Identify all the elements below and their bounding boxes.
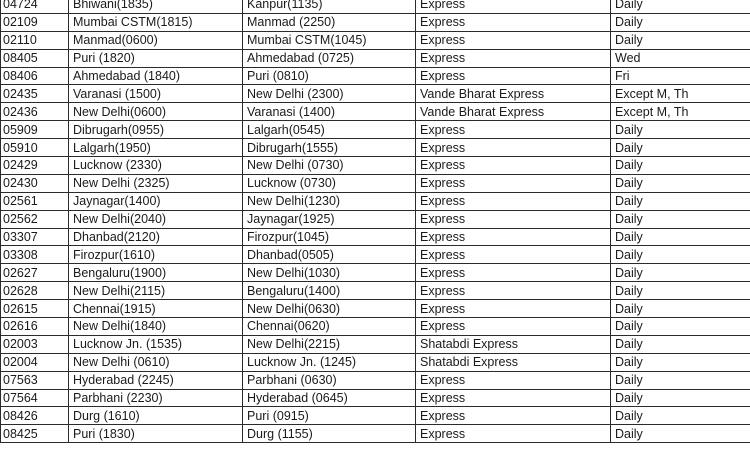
train-type-cell: Express (416, 121, 611, 139)
train-number-cell: 02430 (1, 174, 69, 192)
train-number-cell: 05910 (1, 139, 69, 157)
train-number-cell: 02109 (1, 13, 69, 31)
destination-cell: Lucknow Jn. (1245) (243, 353, 416, 371)
table-row (1, 13, 750, 31)
train-type-cell: Express (416, 67, 611, 85)
frequency-cell: Daily (611, 246, 750, 264)
frequency-cell: Except M, Th (611, 103, 750, 121)
train-number-cell: 03307 (1, 228, 69, 246)
train-type-cell: Express (416, 210, 611, 228)
train-type-cell: Express (416, 318, 611, 336)
destination-cell: Bengaluru(1400) (243, 282, 416, 300)
destination-cell: Parbhani (0630) (243, 371, 416, 389)
train-number-cell: 08405 (1, 49, 69, 67)
train-number-cell: 08406 (1, 67, 69, 85)
destination-cell: Jaynagar(1925) (243, 210, 416, 228)
destination-cell: Dibrugarh(1555) (243, 139, 416, 157)
frequency-cell: Daily (611, 174, 750, 192)
destination-cell: New Delhi(0630) (243, 300, 416, 318)
frequency-cell: Daily (611, 425, 750, 443)
train-number-cell: 02004 (1, 353, 69, 371)
destination-cell: Puri (0810) (243, 67, 416, 85)
train-number-cell: 02562 (1, 210, 69, 228)
destination-cell: New Delhi(2215) (243, 335, 416, 353)
origin-cell: New Delhi(2115) (69, 282, 243, 300)
table-row (1, 67, 750, 85)
origin-cell: Mumbai CSTM(1815) (69, 13, 243, 31)
frequency-cell: Daily (611, 139, 750, 157)
train-number-cell: 08426 (1, 407, 69, 425)
train-number-cell: 02628 (1, 282, 69, 300)
train-number-cell: 05909 (1, 121, 69, 139)
destination-cell: New Delhi (2300) (243, 85, 416, 103)
frequency-cell: Daily (611, 210, 750, 228)
train-type-cell: Express (416, 49, 611, 67)
origin-cell: Ahmedabad (1840) (69, 67, 243, 85)
table-row (1, 335, 750, 353)
train-number-cell: 02003 (1, 335, 69, 353)
frequency-cell: Daily (611, 228, 750, 246)
origin-cell: Chennai(1915) (69, 300, 243, 318)
origin-cell: Varanasi (1500) (69, 85, 243, 103)
origin-cell: Hyderabad (2245) (69, 371, 243, 389)
train-number-cell: 02561 (1, 192, 69, 210)
frequency-cell: Daily (611, 0, 750, 13)
train-type-cell: Express (416, 157, 611, 175)
destination-cell: Dhanbad(0505) (243, 246, 416, 264)
table-row (1, 282, 750, 300)
table-row (1, 139, 750, 157)
train-type-cell: Express (416, 371, 611, 389)
destination-cell: Puri (0915) (243, 407, 416, 425)
frequency-cell: Daily (611, 13, 750, 31)
frequency-cell: Wed (611, 49, 750, 67)
origin-cell: Puri (1820) (69, 49, 243, 67)
origin-cell: Bhiwani(1835) (69, 0, 243, 13)
frequency-cell: Daily (611, 389, 750, 407)
train-type-cell: Express (416, 425, 611, 443)
destination-cell: Lucknow (0730) (243, 174, 416, 192)
destination-cell: New Delhi(1030) (243, 264, 416, 282)
origin-cell: Puri (1830) (69, 425, 243, 443)
origin-cell: Durg (1610) (69, 407, 243, 425)
origin-cell: Parbhani (2230) (69, 389, 243, 407)
table-row (1, 264, 750, 282)
train-type-cell: Shatabdi Express (416, 335, 611, 353)
frequency-cell: Fri (611, 67, 750, 85)
origin-cell: Lucknow Jn. (1535) (69, 335, 243, 353)
table-row (1, 425, 750, 443)
table-row (1, 85, 750, 103)
train-type-cell: Shatabdi Express (416, 353, 611, 371)
train-number-cell: 03308 (1, 246, 69, 264)
destination-cell: Chennai(0620) (243, 318, 416, 336)
destination-cell: Lalgarh(0545) (243, 121, 416, 139)
train-type-cell: Express (416, 228, 611, 246)
destination-cell: Kanpur(1135) (243, 0, 416, 13)
origin-cell: New Delhi (0610) (69, 353, 243, 371)
train-type-cell: Express (416, 282, 611, 300)
table-row (1, 157, 750, 175)
origin-cell: Firozpur(1610) (69, 246, 243, 264)
origin-cell: Lucknow (2330) (69, 157, 243, 175)
frequency-cell: Daily (611, 282, 750, 300)
train-type-cell: Express (416, 246, 611, 264)
origin-cell: New Delhi (2325) (69, 174, 243, 192)
frequency-cell: Daily (611, 318, 750, 336)
table-row (1, 103, 750, 121)
destination-cell: Durg (1155) (243, 425, 416, 443)
frequency-cell: Daily (611, 31, 750, 49)
destination-cell: Ahmedabad (0725) (243, 49, 416, 67)
table-row (1, 0, 750, 13)
train-type-cell: Express (416, 174, 611, 192)
table-row (1, 192, 750, 210)
train-number-cell: 02616 (1, 318, 69, 336)
frequency-cell: Daily (611, 407, 750, 425)
table-row (1, 210, 750, 228)
train-type-cell: Express (416, 300, 611, 318)
train-type-cell: Express (416, 407, 611, 425)
table-body (1, 0, 750, 443)
table-row (1, 371, 750, 389)
origin-cell: Bengaluru(1900) (69, 264, 243, 282)
destination-cell: Manmad (2250) (243, 13, 416, 31)
train-number-cell: 07563 (1, 371, 69, 389)
train-type-cell: Vande Bharat Express (416, 103, 611, 121)
origin-cell: New Delhi(1840) (69, 318, 243, 336)
train-number-cell: 02435 (1, 85, 69, 103)
destination-cell: New Delhi (0730) (243, 157, 416, 175)
table-row (1, 174, 750, 192)
train-number-cell: 07564 (1, 389, 69, 407)
train-type-cell: Express (416, 139, 611, 157)
origin-cell: New Delhi(2040) (69, 210, 243, 228)
frequency-cell: Daily (611, 121, 750, 139)
train-type-cell: Express (416, 0, 611, 13)
origin-cell: New Delhi(0600) (69, 103, 243, 121)
table-row (1, 228, 750, 246)
destination-cell: Varanasi (1400) (243, 103, 416, 121)
train-type-cell: Vande Bharat Express (416, 85, 611, 103)
train-type-cell: Express (416, 31, 611, 49)
table-row (1, 31, 750, 49)
table-row (1, 121, 750, 139)
train-type-cell: Express (416, 192, 611, 210)
train-number-cell: 04724 (1, 0, 69, 13)
train-number-cell: 02110 (1, 31, 69, 49)
table-row (1, 353, 750, 371)
train-number-cell: 02429 (1, 157, 69, 175)
table-row (1, 407, 750, 425)
table-row (1, 300, 750, 318)
table-row (1, 246, 750, 264)
destination-cell: New Delhi(1230) (243, 192, 416, 210)
origin-cell: Dhanbad(2120) (69, 228, 243, 246)
train-type-cell: Express (416, 389, 611, 407)
table-row (1, 49, 750, 67)
frequency-cell: Daily (611, 300, 750, 318)
train-number-cell: 02615 (1, 300, 69, 318)
frequency-cell: Daily (611, 371, 750, 389)
table-row (1, 318, 750, 336)
train-type-cell: Express (416, 13, 611, 31)
origin-cell: Lalgarh(1950) (69, 139, 243, 157)
destination-cell: Hyderabad (0645) (243, 389, 416, 407)
origin-cell: Dibrugarh(0955) (69, 121, 243, 139)
table-row (1, 389, 750, 407)
train-number-cell: 02436 (1, 103, 69, 121)
destination-cell: Mumbai CSTM(1045) (243, 31, 416, 49)
train-type-cell: Express (416, 264, 611, 282)
frequency-cell: Except M, Th (611, 85, 750, 103)
frequency-cell: Daily (611, 353, 750, 371)
origin-cell: Jaynagar(1400) (69, 192, 243, 210)
destination-cell: Firozpur(1045) (243, 228, 416, 246)
frequency-cell: Daily (611, 192, 750, 210)
frequency-cell: Daily (611, 335, 750, 353)
frequency-cell: Daily (611, 157, 750, 175)
origin-cell: Manmad(0600) (69, 31, 243, 49)
frequency-cell: Daily (611, 264, 750, 282)
train-number-cell: 02627 (1, 264, 69, 282)
train-number-cell: 08425 (1, 425, 69, 443)
